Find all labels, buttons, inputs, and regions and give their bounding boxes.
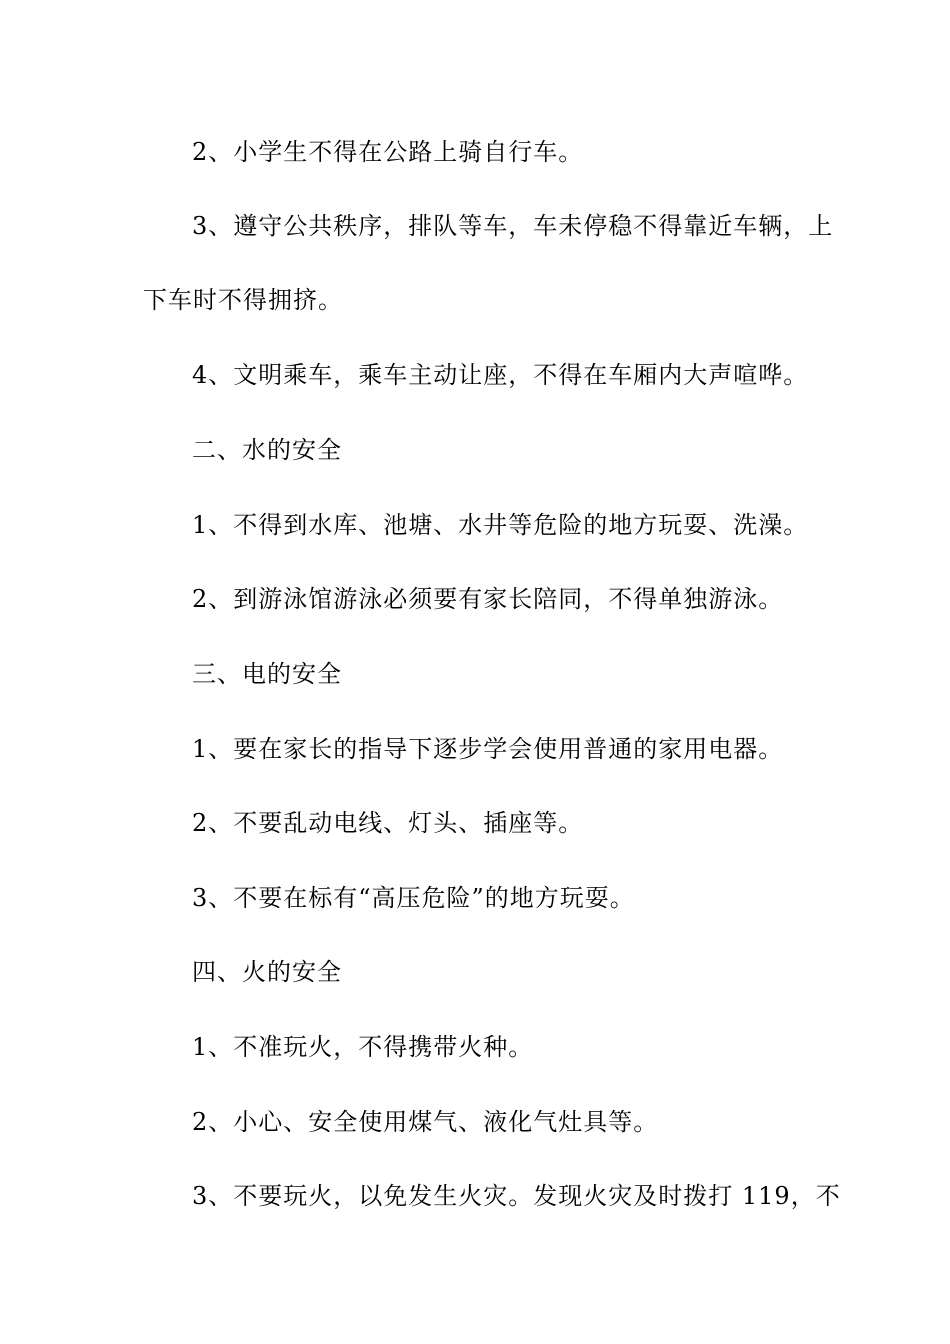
paragraph-line: 2、不要乱动电线、灯头、插座等。 [192,809,584,837]
paragraph-line: 3、不要在标有“高压危险”的地方玩耍。 [192,884,635,912]
paragraph-line: 4、文明乘车，乘车主动让座，不得在车厢内大声喧哗。 [192,361,809,389]
paragraph-line: 2、到游泳馆游泳必须要有家长陪同，不得单独游泳。 [192,585,784,613]
paragraph-line: 1、要在家长的指导下逐步学会使用普通的家用电器。 [192,735,784,763]
section-heading-fire: 四、火的安全 [192,958,342,986]
paragraph-line: 1、不得到水库、池塘、水井等危险的地方玩耍、洗澡。 [192,511,809,539]
section-heading-water: 二、水的安全 [192,436,342,464]
paragraph-line-continuation: 下车时不得拥挤。 [143,286,343,314]
paragraph-line: 2、小学生不得在公路上骑自行车。 [192,138,584,166]
paragraph-line: 3、遵守公共秩序，排队等车，车未停稳不得靠近车辆，上 [192,212,834,240]
paragraph-line: 2、小心、安全使用煤气、液化气灶具等。 [192,1108,659,1136]
section-heading-electric: 三、电的安全 [192,660,342,688]
paragraph-line: 1、不准玩火，不得携带火种。 [192,1033,534,1061]
paragraph-line: 3、不要玩火，以免发生火灾。发现火灾及时拨打 119，不 [192,1182,841,1210]
